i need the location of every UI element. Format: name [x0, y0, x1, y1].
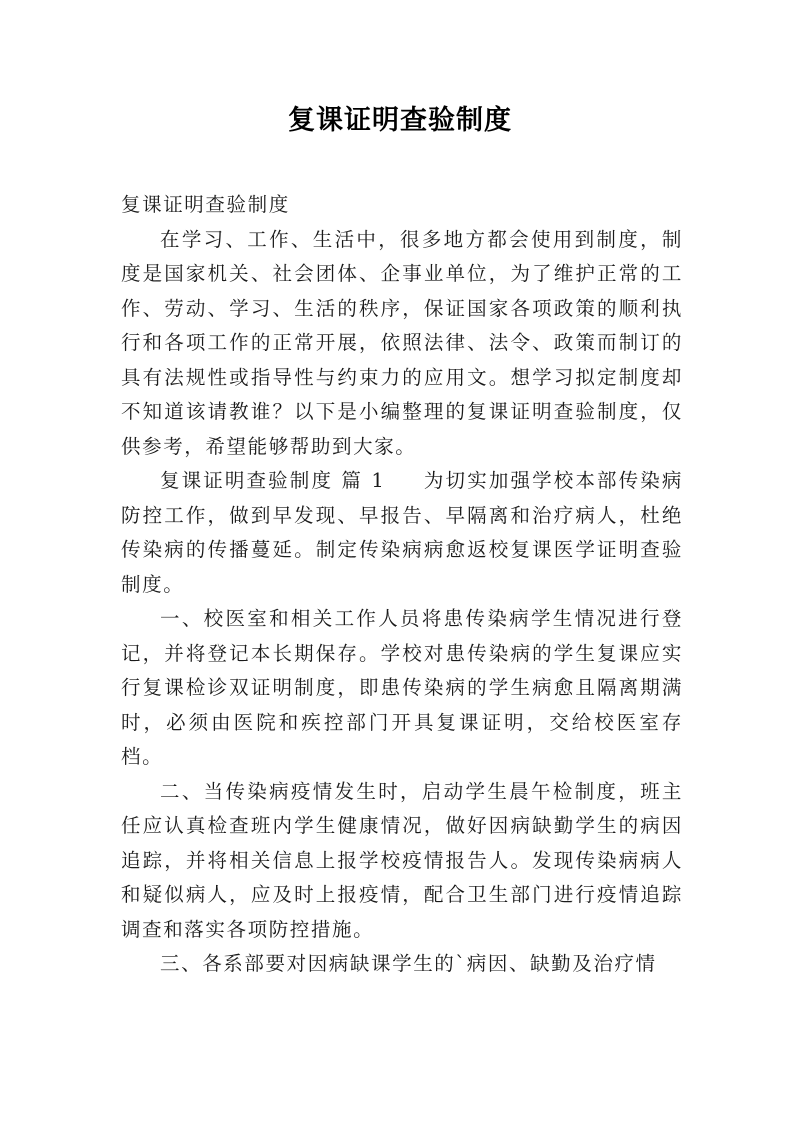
section-text: 为切实加强学校本部传染病防控工作，做到早发现、早报告、早隔离和治疗病人，杜绝传染病的传播蔓延。制定传染病病愈返校复课医学证明查验制度。 [121, 469, 683, 596]
rule-paragraph-2: 二、当传染病疫情发生时，启动学生晨午检制度，班主任应认真检查班内学生健康情况，做好因病缺勤学生的病因追踪，并将相关信息上报学校疫情报告人。发现传染病病人和疑似病人，应及时上报疫情，配合卫生部门进行疫情追踪调查和落实各项防控措施。 [121, 779, 683, 941]
section-paragraph [121, 464, 683, 602]
rule-paragraph-3: 三、各系部要对因病缺课学生的`病因、缺勤及治疗情 [160, 952, 657, 975]
rule-paragraph-1: 一、校医室和相关工作人员将患传染病学生情况进行登记，并将登记本长期保存。学校对患传染病的学生复课应实行复课检诊双证明制度，即患传染病的学生病愈且隔离期满时，必须由医院和疾控部门开具复课证明，交给校医室存档。 [121, 607, 683, 768]
document-subtitle: 复课证明查验制度 [121, 193, 290, 216]
intro-paragraph: 在学习、工作、生活中，很多地方都会使用到制度，制度是国家机关、社会团体、企事业单位，为了维护正常的工作、劳动、学习、生活的秩序，保证国家各项政策的顺利执行和各项工作的正常开展，依照法律、法令、政策而制订的具有法规性或指导性与约束力的应用文。想学习拟定制度却不知道该请教谁？以下是小编整理的复课证明查验制度，仅供参考，希望能够帮助到大家。 [121, 227, 683, 458]
document-body [121, 188, 683, 982]
section-heading: 复课证明查验制度 篇 1 [160, 469, 386, 492]
document-title: 复课证明查验制度 [288, 105, 512, 136]
